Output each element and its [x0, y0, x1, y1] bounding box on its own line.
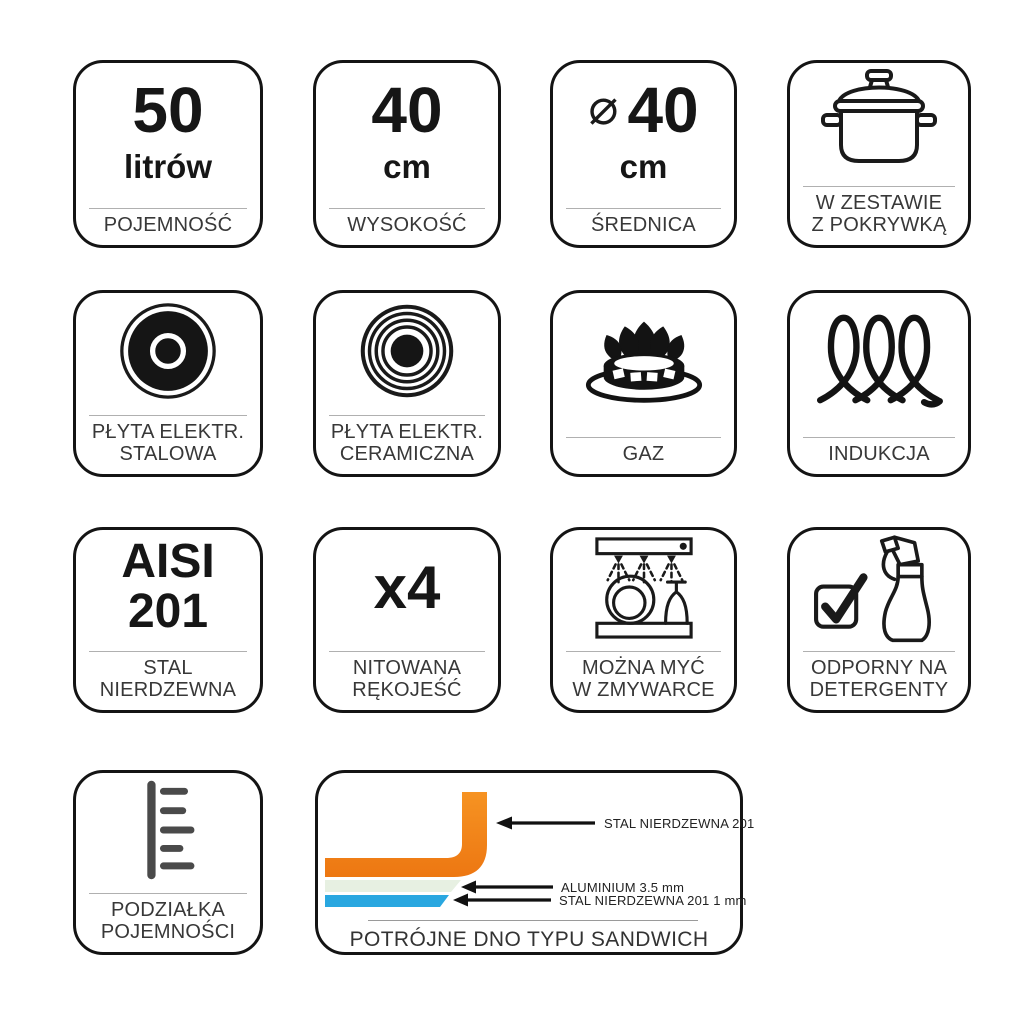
tile-measuring-scale — [73, 770, 263, 955]
tile-diameter — [550, 60, 737, 248]
detergents-label — [803, 651, 955, 701]
sandwich-divider — [368, 920, 698, 921]
lid-label-line2: Z POKRYWKĄ — [811, 214, 947, 236]
lid-label-line1: W ZESTAWIE — [815, 192, 943, 214]
scale-label — [89, 893, 247, 943]
pot-with-lid-icon — [818, 69, 940, 173]
tile-capacity — [73, 60, 263, 248]
electric-steel-label-line1: PŁYTA ELEKTR. — [91, 421, 245, 443]
diameter-label: ŚREDNICA — [566, 208, 721, 236]
electric-steel-label — [89, 415, 247, 465]
induction-coil-icon — [813, 310, 945, 410]
handles-label-line1: NITOWANA — [352, 657, 462, 679]
electric-ceramic-label — [329, 415, 485, 465]
diameter-unit: cm — [619, 147, 668, 185]
steel-grade-label — [89, 651, 247, 701]
tile-detergent-resistant — [787, 527, 971, 713]
tile-induction — [787, 290, 971, 477]
arrow-aluminium — [461, 881, 553, 894]
diameter-value-block — [553, 63, 734, 197]
capacity-label: POJEMNOŚĆ — [89, 208, 247, 236]
scale-label-line2: POJEMNOŚCI — [100, 921, 236, 943]
tile-electric-hob-ceramic — [313, 290, 501, 477]
capacity-unit: litrów — [124, 147, 212, 185]
aluminium-layer — [325, 880, 461, 892]
measuring-scale-icon — [122, 778, 214, 882]
tile-dishwasher-safe — [550, 527, 737, 713]
arrow-steel-bottom — [453, 894, 551, 907]
electric-hob-steel-icon — [118, 301, 218, 401]
dishwasher-label-line2: W ZMYWARCE — [572, 679, 715, 701]
diameter-symbol-icon: ⌀ — [588, 77, 619, 136]
tile-electric-hob-steel — [73, 290, 263, 477]
dishwasher-safe-icon — [588, 535, 700, 639]
tile-steel-grade — [73, 527, 263, 713]
steel-grade-value-block — [76, 530, 260, 644]
electric-ceramic-label-line2: CERAMICZNA — [339, 443, 475, 465]
handles-label — [329, 651, 485, 701]
tile-sandwich-bottom — [315, 770, 755, 955]
handles-count: x4 — [373, 553, 441, 621]
electric-ceramic-label-line1: PŁYTA ELEKTR. — [330, 421, 484, 443]
detergents-label-line2: DETERGENTY — [809, 679, 949, 701]
tile-height — [313, 60, 501, 248]
sandwich-title: POTRÓJNE DNO TYPU SANDWICH — [349, 928, 709, 951]
handles-value-block — [316, 530, 498, 644]
electric-hob-ceramic-icon — [357, 301, 457, 401]
dishwasher-label-line1: MOŻNA MYĆ — [582, 657, 705, 679]
steel-grade-line1: AISI — [121, 535, 215, 589]
tile-gas — [550, 290, 737, 477]
spray-bottle-icon — [882, 537, 929, 640]
height-label: WYSOKOŚĆ — [329, 208, 485, 236]
diameter-value: 40 — [627, 73, 699, 146]
dishwasher-label — [566, 651, 721, 701]
height-unit: cm — [383, 147, 431, 185]
height-value: 40 — [371, 73, 443, 146]
electric-steel-label-line2: STALOWA — [119, 443, 217, 465]
capacity-value-block — [76, 63, 260, 197]
induction-label: INDUKCJA — [803, 437, 955, 465]
spray-bottle-checkbox-icon — [810, 530, 948, 644]
scale-label-line1: PODZIAŁKA — [110, 899, 226, 921]
tile-lid-included — [787, 60, 971, 248]
lid-label — [803, 186, 955, 236]
gas-label: GAZ — [566, 437, 721, 465]
capacity-value: 50 — [132, 73, 204, 146]
sandwich-aluminium-label: ALUMINIUM 3.5 mm — [561, 880, 685, 895]
detergents-label-line1: ODPORNY NA — [810, 657, 948, 679]
steel-bottom-layer — [325, 895, 449, 907]
height-value-block — [316, 63, 498, 197]
steel-grade-label-line2: NIERDZEWNA — [99, 679, 237, 701]
steel-grade-line2: 201 — [127, 585, 209, 638]
handles-label-line2: RĘKOJEŚĆ — [352, 679, 462, 701]
sandwich-bottom-label: STAL NIERDZEWNA 201 1 mm — [559, 893, 747, 908]
arrow-wall — [496, 817, 595, 830]
gas-burner-icon — [579, 312, 709, 408]
steel-wall-layer — [325, 792, 487, 877]
sandwich-wall-label: STAL NIERDZEWNA 201 — [604, 816, 755, 831]
steel-grade-label-line1: STAL — [143, 657, 193, 679]
sandwich-bottom-diagram — [318, 773, 740, 952]
tile-riveted-handles — [313, 527, 501, 713]
